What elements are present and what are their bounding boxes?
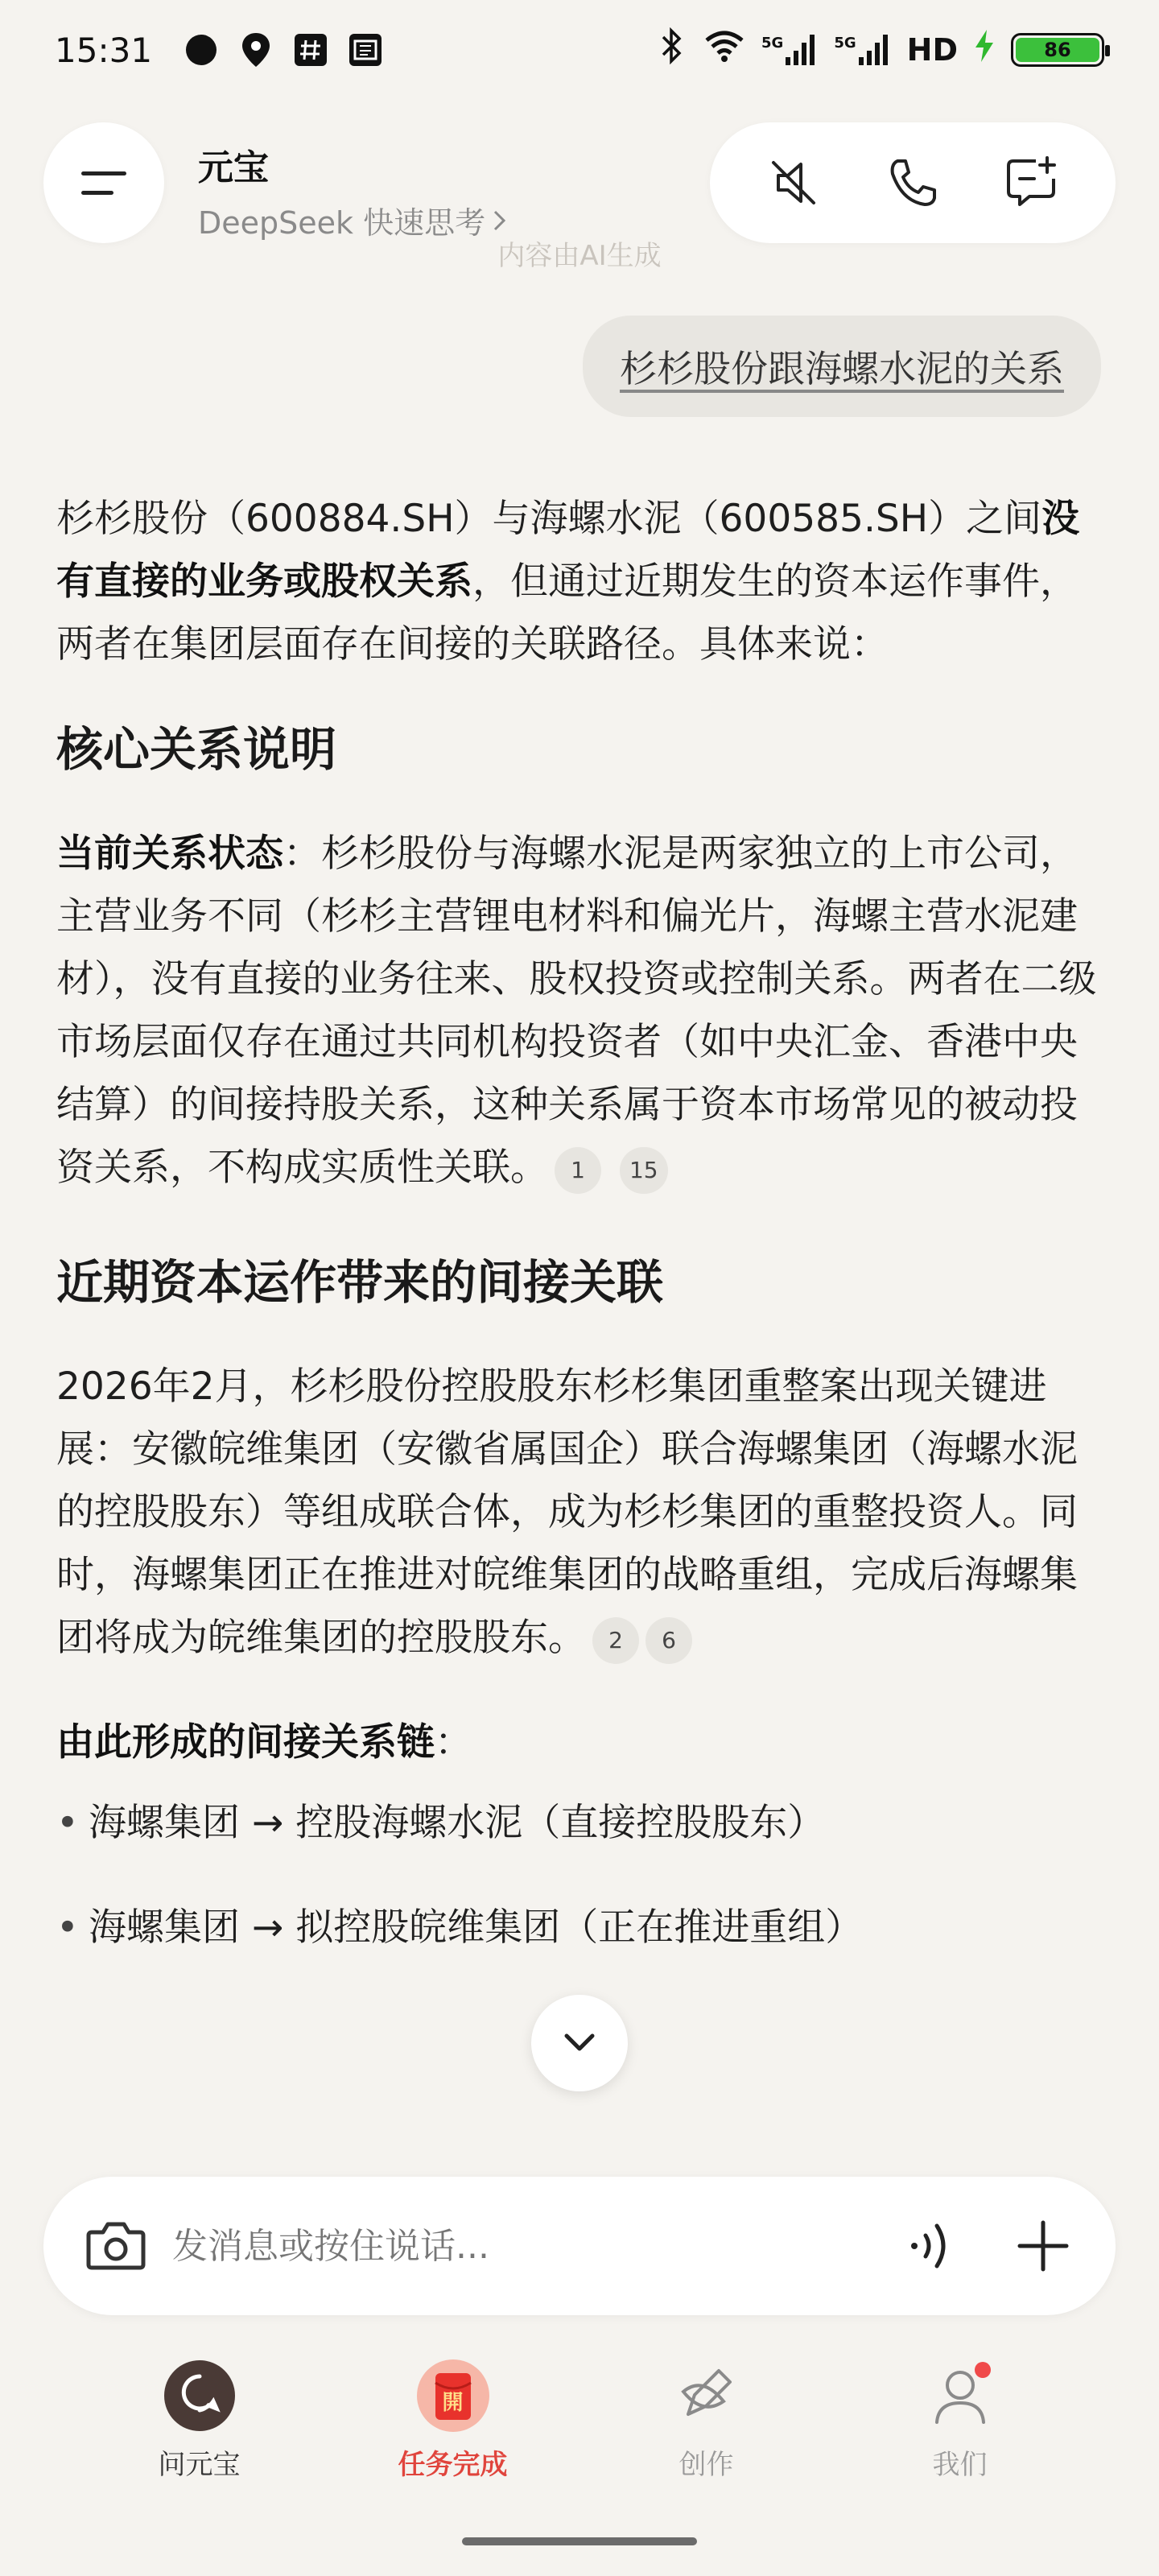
battery-icon [1011,33,1104,67]
nav-item-create[interactable] [618,2359,795,2520]
bullet-icon: • [56,1905,79,1950]
nav-item-us[interactable] [872,2359,1049,2520]
chevron-down-icon [562,2031,597,2055]
nav-label: 我们 [932,2449,988,2481]
capital-text: 2026年2月，杉杉股份控股股东杉杉集团重整案出现关键进展：安徽皖维集团（安徽省属国企）联合海螺集团（海螺水泥的控股股东）等组成联合体，成为杉杉集团的重整投资人。同时，海螺集团正在推进对皖维集团的战略重组，完成后海螺集团将成为皖维集团的控股股东。 [56,1364,1078,1660]
signal-5g-icon-1 [761,35,818,65]
new-chat-icon [1004,155,1060,211]
hamburger-menu-icon [80,167,128,199]
chevron-right-icon [492,208,508,233]
citation-badge[interactable]: 1 [555,1147,601,1194]
speaker-muted-icon [765,155,822,211]
hd-voice-indicator: HD [906,32,958,68]
header-actions [710,122,1116,243]
person-icon [923,2359,997,2433]
status-text: ：杉杉股份与海螺水泥是两家独立的上市公司，主营业务不同（杉杉主营锂电材料和偏光片，海螺主营水泥建材），没有直接的业务往来、股权投资或控制关系。两者在二级市场层面仅存在通过共同机构投资者（如中央汇金、香港中央结算）的间接持股关系，这种关系属于资本市场常见的被动投资关系，不构成实质性关联。 [56,832,1097,1190]
citation-badge[interactable]: 6 [645,1617,692,1664]
chat-header [0,122,1159,245]
section-heading-capital: 近期资本运作带来的间接关联 [56,1255,664,1310]
new-chat-button[interactable] [996,147,1068,219]
nav-item-ask-yuanbao[interactable] [111,2359,288,2520]
nav-label: 创作 [678,2449,734,2481]
citation-badge[interactable]: 2 [592,1617,639,1664]
message-input[interactable] [172,2226,898,2267]
user-message-text: 杉杉股份跟海螺水泥的关系 [620,347,1064,390]
citation-badge[interactable]: 15 [620,1147,668,1194]
bullet-text: 海螺集团 → 拟控股皖维集团（正在推进重组） [89,1905,864,1950]
capital-operation-paragraph [56,1356,1103,1670]
chain-colon: ： [435,1720,472,1765]
voice-wave-icon [906,2218,955,2274]
plus-icon [1017,2219,1070,2273]
app-notification-icon [347,31,384,68]
ai-generated-note: 内容由AI生成 [497,240,662,272]
intro-bold-text: 没有直接的业务或股权关系 [56,497,1080,604]
battery-level: 86 [1016,38,1099,62]
red-envelope-icon [416,2359,490,2433]
section-heading-core: 核心关系说明 [56,722,337,777]
wifi-icon [703,29,745,71]
status-label: 当前关系状态 [56,832,283,876]
chat-icon [163,2359,237,2433]
hashtag-notification-icon [292,31,329,68]
chain-heading [56,1711,1103,1774]
bullet-icon: • [56,1801,79,1845]
chat-title-block[interactable] [198,138,508,242]
camera-button[interactable] [84,2214,148,2278]
status-bar [0,0,1159,100]
list-item [56,1897,1103,1959]
assistant-answer [56,488,1103,1959]
home-indicator[interactable] [462,2537,697,2545]
relation-status-paragraph [56,823,1103,1199]
mute-voice-button[interactable] [757,147,830,219]
bottom-navigation [0,2359,1159,2520]
nav-label: 问元宝 [158,2449,241,2481]
intro-text-1: 杉杉股份（600884.SH）与海螺水泥（600585.SH）之间 [56,497,1042,541]
bullet-text: 海螺集团 → 控股海螺水泥（直接控股股东） [89,1801,826,1845]
clock: 15:31 [55,30,153,70]
voice-input-button[interactable] [898,2214,963,2278]
menu-button[interactable] [43,122,164,243]
chain-label: 由此形成的间接关系链 [56,1720,435,1765]
network-label-2: 5G [834,35,856,52]
app-name: 元宝 [198,147,269,188]
nav-item-task-complete[interactable] [365,2359,542,2520]
intro-text-2: ，但通过近期发生的资本运作事件，两者在集团层面存在间接的关联路径。具体来说： [56,559,1078,667]
chat-bubble-notification-icon [183,31,220,68]
list-item [56,1792,1103,1855]
create-pen-icon [670,2359,744,2433]
message-input-bar [43,2177,1116,2315]
camera-icon [85,2219,146,2273]
notification-dot [975,2362,991,2378]
task-badge-text: 開 [442,2391,464,2415]
model-label: DeepSeek 快速思考 [198,205,486,241]
nav-label: 任务完成 [398,2449,508,2481]
answer-intro [56,488,1103,676]
status-right-group [658,27,1104,72]
user-message-bubble[interactable] [583,316,1101,417]
phone-icon [886,156,939,209]
signal-5g-icon-2 [834,35,890,65]
network-label-1: 5G [761,35,784,52]
add-attachment-button[interactable] [1011,2214,1075,2278]
bluetooth-icon [658,27,687,72]
scroll-to-bottom-button[interactable] [531,1995,628,2091]
charging-icon [974,30,995,70]
location-pin-notification-icon [237,31,274,68]
voice-call-button[interactable] [876,147,949,219]
